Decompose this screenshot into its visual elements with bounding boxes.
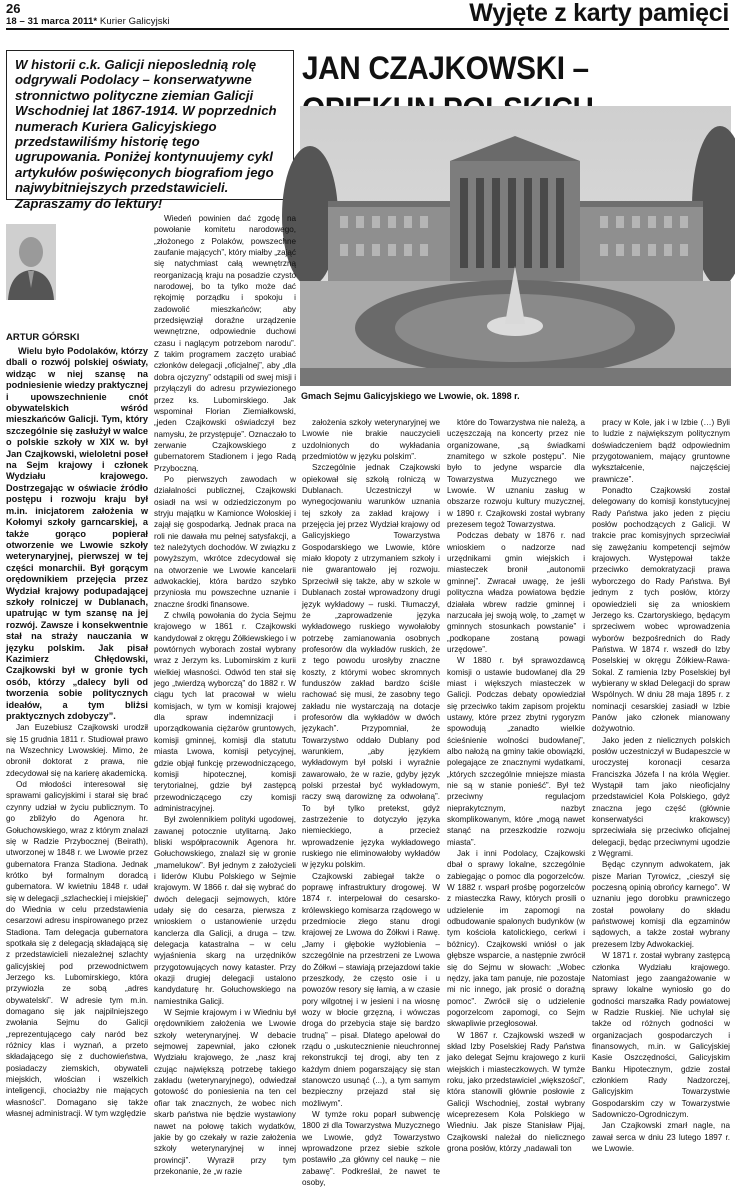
page-number: 26 (6, 1, 21, 16)
paragraph: Był zwolennikiem polityki ugodowej, zawanej potocznie utylitarną. Jako bliski współpracownik Agenora hr. Gołuchowskiego, znalazł się w gronie „mamelukow”. Był jednym z założycieli i liderów Klubu Polskiego w Sejmie krajowym. W 1866 r. dał się wybrać do dwóch delegacji sejmowych, które udały się do cesarza, pierwsza z wnioskiem o ustanowienie urzędu kanclerza dla Galicji, a druga – tzw. delegacja katastralna – w celu wyjaśnienia skarg na urzędników przygotowujących nowy kataster. Przy okazji drugiej delegacji ustalono kandydaturę hr. Gołuchowskiego na namiestnika Galicji. (154, 815, 296, 1006)
paragraph: Jak i inni Podolacy, Czajkowski dbał o sprawy lokalne, szczególnie zabiegając o pomoc dla pogorzelców. W 1882 r. wsparł prośbę pogorzelców z miasteczka Rawy, których prosili o udzielenie im zapomogi na odbudowanie spalonych budynków (w tym kościoła katolickiego, cerkwi i bóżnicy). Czajkowski wniósł o jak głębsze wsparcie, a następnie zwrócił się do Sejmu w słowach: „Wobec nędzy, jaka tam panuje, nie pozostaje mi nic innego, jak prosić o doraźną pomoc”. Zwrócił się o udzielenie pogorzelcom zapomogi, co Sejm skwapliwie przegłosował. (447, 849, 585, 1029)
paragraph: Jan Czajkowski zmarł nagle, na zawał serca w dniu 23 lutego 1897 r. we Lwowie. (592, 1121, 730, 1153)
author-portrait (6, 224, 56, 300)
issue-date-text: 18 – 31 marca 2011* (6, 16, 98, 27)
sejm-building-photo (300, 106, 731, 386)
paragraph: W 1880 r. był sprawozdawcą komisji o ustawie budowlanej dla 29 miast i większych miasteczek w Galicji. Podczas debaty opowiedział się przeciwko takim zapisom projektu ustawy, które przez zbytni rygoryzm spowodują „zanadto wielkie ścieśnienie wolności budowlanej”, albo nałożą na gminy takie obowiązki, polegające ze znacznymi wydatkami, „których szczególnie mniejsze miasta nie są w stanie ponieść”. Był też przeciwny regulacjom nieprakytcznym, nazbyt skomplikowanym, które „mogą nawet stanąć na przeszkodzie rozwoju miasta”. (447, 656, 585, 847)
paragraph: W Sejmie krajowym i w Wiedniu był orędownikiem założenia we Lwowie szkoły weterynaryjnej. W debacie sejmowej zapewniał, jako członek Wydziału krajowego, że „nasz kraj czując największą potrzebę takiego zakładu (weterynaryjnego), odwiedzał gotowość do poniesienia na ten cel ofiar tak znacznych, że wobec nich skarb państwa nie będzie wystawiony nawet na połowę takich wydatków, jakie by go czekały w razie założenia szkoły weterynaryjnej w innej prowincji”. Wyraził przy tym przekonanie, że „w razie (154, 1008, 296, 1176)
section-title: Wyjęte z karty pamięci (469, 0, 729, 27)
header-rule (6, 28, 729, 30)
text-column-3 (302, 417, 440, 1188)
text-column-5 (592, 417, 730, 1153)
paragraph: W 1871 r. został wybrany zastępcą członka Wydziału krajowego. Natomiast jego zaangażowanie w sprawy lokalne wyniosło go do godności marszałka Rady powiatowej w Radzie Ruskiej. Nie uchylał się także od różnych godności w organizacjach gospodarczych i finansowych, m.in. w Galicyjskiej Kasie Oszczędności, Galicyjskim Banku Hipotecznym, gdzie został członkiem Rady Nadzorczej, Galicyjskim Towarzystwie Gospodarskim czy w Towarzystwie Sadowniczo-Ogrodniczym. (592, 951, 730, 1119)
paragraph: pracy w Kole, jak i w Izbie (…) Byli to ludzie z największym politycznym doświadczeniem bądź odpowiednim przygotowaniem, mający gruntowne wykształcenie, najczęściej prawnicze”. (592, 418, 730, 484)
intro-box: W historii c.k. Galicji nieposlednią rolę odgrywali Podolacy – konserwatywne stronnictwo polityczne ziemian Galicji Wschodniej lat 1867-1914. W poprzednich numerach Kuriera Galicyjskiego przedstawiliśmy historię tego ugrupowania. Poniżej kontynuujemy cykl artykułów poświęconych biografiom jego najwybitniejszych przedstawicieli. Zapraszamy do lektury! (6, 50, 294, 200)
paragraph: Od młodości interesował się sprawami galicyjskimi i starał się brać czynny udział w życiu publicznym. To go zbliżyło do Agenora hr. Gołuchowskiego, wraz z którym znalazł się w Radzie Przybocznej (Beirath), utworzonej w 1848 r. we Lwowie przez gubernatora Franza Stadiona. Jednak krótko był formalnym doradcą gubernatora. W kwietniu 1848 r. udał się w delegacji „szlacheckiej i miejskiej” do Wiednia w celu przedstawienia cesarzowi adresu inspirowanego przez Stadiona. Tam delegacja gubernatora spotkała się z delegacją składającą się z przedstawicieli niezależnej szlachty galicyjskiej pod przewodnictwem Jerzego ks. Lubomirskiego, która przywiozła ze sobą „adres obywatelski”. W adresie tym m.in. domagano się jak najpilniejszego zwołania Sejmu do Galicji „reprezentującego cały naród bez różnicy klas i wyznań, a przeto składającego się z duchowieństwa, posiadaczy ziemskich, obywateli miejskich, włościan i wszelkich inteligencji, chociażby nie mających własności”. Domagano się także własnej administracji. W tym względzie (6, 780, 148, 1119)
paragraph: W 1867 r. Czajkowski wszedł w skład Izby Poselskiej Rady Państwa jako delegat Sejmu krajowego z kurii wiejskich i miasteczkowych. W tymże roku, jako przedstawiciel „większości”, która stanowili głównie posłowie z Galicji Wschodniej, został wybrany wiceprezesem Koła Polskiego w Wiedniu. Jak pisze Stanisław Pijaj, Czajkowski należał do nielicznego grona posłów, którzy „nadawali ton (447, 1030, 585, 1153)
lead-paragraph: Wielu było Podolaków, którzy dbali o rozwój polskiej oświaty, widząc w niej szansę na podniesienie wiedzy praktycznej i upowszechnienie cnót obywatelskich wśród mieszkańców Galicji. Tym, który szczególnie się zasłużył w walce o polskie szkoły w XIX w. był Jan Czajkowski, wieloletni poseł na Sejm krajowy i członek Wydziału krajowego. Dostrzegając w oświacie źródło postępu i rozwoju kraju był m.in. inicjatorem założenia w Kołomyi szkoły garncarskiej, a także gorąco popierał otworzenie we Lwowie szkoły weterynaryjnej, pierwszej w tej części monarchii. Był gorącym orędownikiem przejęcia przez Wydział krajowy podupadającej szkoły rolniczej w Dublanach, upatrując w tym szansę na jej rozwój. Zawsze i konsekwentnie stał na straży nauczania w języku polskim. Jak pisał Kazimierz Chłędowski, Czajkowski był w gronie tych osób, którzy „dalecy byli od tworzenia sobie politycznych ideałów, a tym bliżsi praktycznych zdobyczy”. (6, 346, 148, 721)
article-title-line1: JAN CZAJKOWSKI – (302, 50, 589, 86)
paragraph: Z chwilą powołania do życia Sejmu krajowego w 1861 r. Czajkowski kandydował z okręgu Żółkiewskiego i w powtórnych wyborach został wybrany wraz z Jerzym ks. Lubomirskim z kurii wielkiej własności. Odwód ten stał się jego „twierdzą wyborczą” do 1882 r. W ciągu tych lat pracował w wielu komisjach, w tym w komisji krajowej dla spraw indemnizacji i uporządkowania ciężarów gruntowych, komisji gminnej, komisji dla statutu miasta Lwowa, komisji petycyjnej, gdzie objął funkcję przewodniczącego, komisji hipotecznej, komisji terytorialnej, gdzie był zastępcą przewodniczącego czy komisji administracyjnej. (154, 611, 296, 813)
paragraph: Podczas debaty w 1876 r. nad wnioskiem o nadzorze nad urzędnikami gmin wiejskich i miasteczek bronił „autonomii gminnej”. Zwracał uwagę, że jeśli polityczna władza powiatowa będzie działała wbrew radzie gminnej i narzucała jej swoją wolę, to „zamęt w gminnych stosunkach powstanie” i „podkopane zostaną powagi urzędowe”. (447, 531, 585, 654)
paragraph: Po pierwszych zawodach w działalności publicznej, Czajkowski osiadł na wsi w odziedziczonym po stryju majątku w Kamionce Wołoskiej i zajął się gospodarką. Jednak praca na roli nie dawała mu pełnej satysfakcji, a też należytych dochodów. W związku z powyższym, wkrótce zdecydował się na otworzenie we Lwowie kancelarii adwokackiej, która bardzo szybko przyniosła mu powszechne uznanie i znaczne środki finansowe. (154, 474, 296, 609)
paragraph: Ponadto Czajkowski został delegowany do komisji konstytucyjnej Rady Państwa jako jeden z pięciu posłów pochodzących z Galicji. W trakcie prac komisyjnych sprzeciwiał się zawężaniu kompetencji sejmów krajowych. Występował także przeciwko demokratyzacji prawa wyborczego do Rady Państwa. Był jednym z tych posłów, którzy opowiedzieli się za wnioskiem Jerzego ks. Czartoryskiego, będącym sprzeciwem wobec wprowadzenia wyborów bezpośrednich do Rady Państwa. W 1874 r. wszedł do Izby Poselskiej w okręgu Żółkiew-Rawa-Sokal. Z ramienia Izby Poselskiej był wybierany w skład Delegacji do spraw Wspólnych. W dniu 28 maja 1895 r. z nominacji cesarskiej zasiadł w Izbie Panów jako członek mianowany dożywotnio. (592, 486, 730, 734)
author-name: ARTUR GÓRSKI (6, 332, 80, 343)
photo-caption: Gmach Sejmu Galicyjskiego we Lwowie, ok. 1898 r. (301, 391, 520, 401)
paragraph: Jan Euzebiusz Czajkowski urodził się 15 grudnia 1811 r. Studiował prawo na Wszechnicy Lwowskiej. Mimo, że obronił doktorat z prawa, nie zdecydował się na karierę akademicką. (6, 723, 148, 778)
issue-date (6, 16, 170, 27)
paragraph: które do Towarzystwa nie należą, a uczęszczają na koncerty przez nie organizowane, „są świadkami znamitego w szkole postępu”. Nie było to jedyne wsparcie dla Towarzystwa Muzycznego we Lwowie. W uznaniu zasług w obszarze rozwoju kultury muzycznej, w 1890 r. Czajkowski został wybrany prezesem tegoż Towarzystwa. (447, 418, 585, 530)
paragraph: Szczególnie jednak Czajkowski opiekował się szkołą rolniczą w Dublanach. Uczestniczył w wynegocjowaniu warunków uznania tej szkoły za zakład krajowy i przejęcia jej przez Wydział krajowy od Galicyjskiego Towarzystwa Gospodarskiego we Lwowie, które miało kłopoty z utrzymaniem szkoły i nie gwarantowało jej rozwoju. Sprzeciwił się także, aby w szkole w Dublanach został wprowadzony drugi język wykładowy – ruski. Tłumaczył, że „zaprowadzenie języka wykładowego ruskiego wywołałoby potrzebę zamianowania osobnych profesorów dla wykładów ruskich, że z tego powodu urosłyby znaczne koszty, z którymi wobec skromnych funduszów zakład bardzo ściśle rachować się musi, że zasobny tego zakładu nie wystarczają na dotacje profesorów dla wykładów w dwóch językach”. Przypomniał, że Towarzystwo oddało Dublany pod warunkiem, „aby językiem wykładowym był polski i wyraźnie zawarowało, że w razie, gdyby język polski przestał być wykładowym, raczy swą darowiznę za odwołaną”. To był tylko pretekst, gdyż zastrzeżenie to dotyczyło języka niemieckiego, a przecież wprowadzenie języka wykładowego ruskiego nie eliminowałoby wykładów w języku polskim. (302, 463, 440, 870)
paragraph: Wiedeń powinien dać zgodę na powołanie komitetu narodowego, „złożonego z Polaków, powszechne zaufanie mających”, który miałby „zająć się natychmiast całą wewnętrzną reorganizacją kraju na posadzie czysto narodowej, bo ta tylko może dać rękojmię porządku i spokoju i zadowolić mieszkańców; aby przedsięwziął doraźne urządzenie wewnętrzne, odpowiednie duchowi czasu i naglącym potrzebom narodu”. Z takim programem zaczęto urabiać członków delegacji „oficjalnej”, aby „dla dobra ojczyzny” odstąpili od swej misji i przyłączyli do adresu przywiezionego przez ks. Lubomirskiego. Jak wspominał Florian Ziemiałkowski, „jeden Czajkowski oświadczył bez namysłu, że przystępuje”. Oznaczało to zerwanie Czajkowskiego z gubernatorem Stadionem i jego Radą Przyboczną. (154, 214, 296, 473)
paragraph: Czajkowski zabiegał także o poprawę infrastruktury drogowej. W 1874 r. interpelował do cesarsko-królewskiego komisarza rządowego w przedmiocie złego stanu drogi krajowej ze Lwowa do Żółkwi i Rawę. „Jamy i głębokie wyżłobienia – szczególnie na przestrzeni ze Lwowa do Żółkwi – stawiają przejazdowi takie przeszkody, że często osie i u powozów resory się łamią, a w czasie pory wilgotnej i w jesieni i na wiosnę wozy w błocie grzęzną, i wówczas droga do przebycia staje się bardzo trudną” – pisał. Dlatego apelował do rządu o „uskutecznienie nieuchronnej rekonstrukcji tej drogi, aby ten z każdym dniem pogarszający się stan stanowczo usunąć (...), a tym samym bezpieczny przejazd stał się możliwym”. (302, 871, 440, 1108)
text-column-1 (6, 346, 148, 1119)
text-column-2 (154, 213, 296, 1176)
publication-name: Kurier Galicyjski (97, 16, 170, 27)
paragraph: Będąc czynnym adwokatem, jak pisze Marian Tyrowicz, „cieszył się poczesną opinią obrońcy karnego”. W uznaniu jego dorobku prawniczego został powołany do składu państwowej komisji dla egzaminów sądowych, a także został wybrany prezesem Izby Adwokackiej. (592, 860, 730, 949)
paragraph: W tymże roku poparł subwencję 1800 zł dla Towarzystwa Muzycznego we Lwowie, gdyż Towarzystwo wprowadzone przez siebie szkole postawiło „za główny cel naukę – nie zabawę”. Podkreślał, że nawet te osoby, (302, 1109, 440, 1188)
paragraph: Jako jeden z nielicznych polskich posłów uczestniczył w Budapeszcie w uroczystej koronacji cesarza Franciszka Józefa I na króla Węgier. Wystąpił tam jako nieoficjalny przedstawiciel Koła Polskiego, gdyż znaczna jego część (głównie konserwatyści krakowscy) sprzeciwiała się przeciwko oficjalnej delegacji, będąc przeciwnymi ugodzie z Węgrami. (592, 735, 730, 859)
text-column-4 (447, 417, 585, 1153)
paragraph: założenia szkoły weterynaryjnej we Lwowie nie brakie nauczycieli uzdolnionych do wykładania przedmiotów w języku polskim”. (302, 418, 440, 462)
